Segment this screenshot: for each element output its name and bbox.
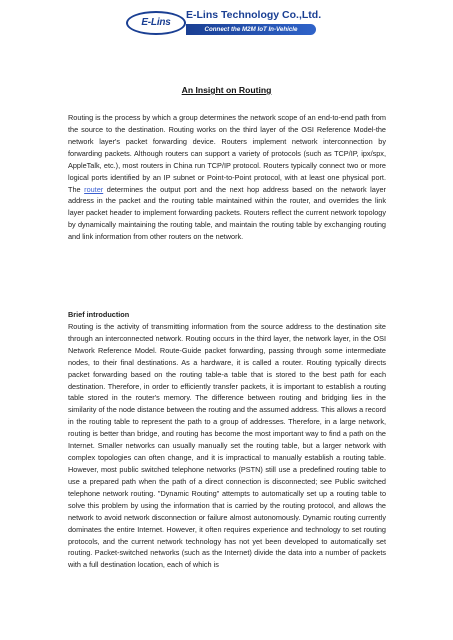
logo-text: E-Lins (141, 17, 171, 28)
section-heading: Brief introduction (68, 310, 130, 319)
document-title: An Insight on Routing (181, 85, 272, 95)
company-name: E-Lins Technology Co.,Ltd. (186, 9, 322, 21)
section-body: Routing is the activity of transmitting information from the source address to the destination site through an interconnected network. Routing occurs in the third layer, the network layer, in the OSI Network Reference Model. Route-Guide packet forwarding, passing through some intermediate nodes, to their final destinations. As a hardware, it is called a router. Routing typically directs packet forwarding based on the routing table-a table that is stored to the best path for each destination. Therefore, in order to efficiently transfer packets, it is important to establish a routing table stored in the router's memory. The difference between routing and bridging lies in the similarity of the node distance between the routing and the assumed address. This allows a record in the routing table to represent the path to a group of addresses. Therefore, in a large network, routing is better than bridge, and routing has become the most important way to find a path on the Internet. Smaller networks can usually manually set the routing table, but a larger network with complex topologies can often change, and it is impractical to manually establish a routing table. However, most public switched telephone networks (PSTN) still use a predefined routing table to use a prepared path when the path of a direct connection is disconnected; see Public switched telephone network routing. "Dynamic Routing" attempts to automatically set up a routing table to solve this problem by using the information that is carried by the routing protocol, and allows the network to avoid network disconnection or failure almost autonomously. Dynamic routing currently dominates the entire Internet. However, it often requires experience and technology to set routing protocols, and the current network technology has not yet been developed to automatically set routing. Packet-switched networks (such as the Internet) divide the data into a number of packets with a full destination location, each of which is (68, 321, 386, 570)
intro-text-before-link: Routing is the process by which a group determines the network scope of an end-to-end path from the source to the destination. Routing works on the third layer of the OSI Reference Model-the network layer's packet forwarding device. Routers implement network interconnection by forwarding packets. Although routers can support a variety of protocols (such as TCP/IP, ipx/spx, AppleTalk, etc.), most routers in China run TCP/IP protocol. Routers typically connect two or more logical ports identified by an IP subnet or Point-to-Point protocol, with at least one physical port. The (68, 113, 386, 194)
intro-paragraph (68, 112, 386, 243)
header-logo (126, 8, 326, 38)
brief-introduction-section (68, 309, 386, 571)
logo-badge (126, 11, 186, 35)
intro-text-after-link: determines the output port and the next hop address based on the network layer address in the packet and the routing table maintained within the router, and overrides the link layer packet header to implement forwarding packets. Routers reflect the current network topology by dynamically maintaining the routing table, and maintain the routing table by exchanging routing and link information from other routers on the network. (68, 184, 386, 242)
tagline: Connect the M2M IoT In-Vehicle (204, 26, 298, 33)
router-link[interactable]: router (84, 184, 104, 194)
tagline-bar (186, 24, 316, 35)
